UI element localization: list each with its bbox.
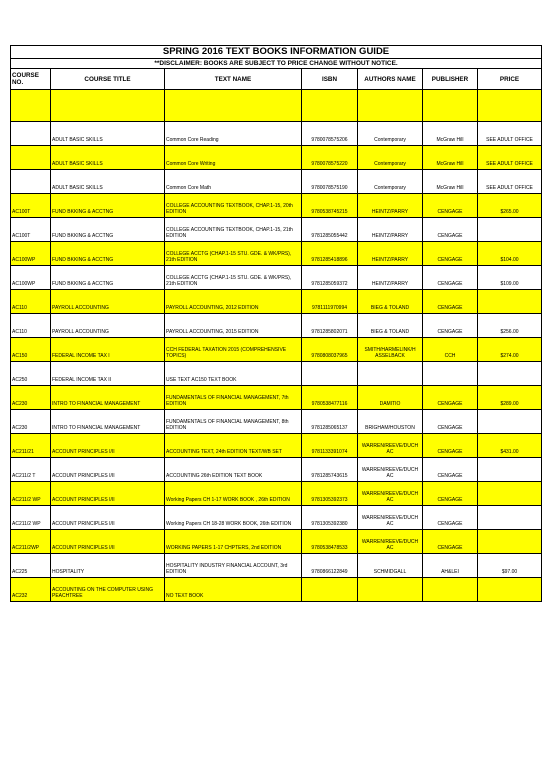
publisher-cell: CENGAGE	[423, 410, 478, 434]
authors-cell: WARREN/REEVE/DUCH AC	[358, 506, 423, 530]
table-row	[11, 338, 542, 362]
isbn-cell: 9780538478533	[302, 530, 358, 554]
price-cell: $256.00	[478, 314, 542, 338]
course-no-cell	[11, 90, 51, 122]
course-title-cell: PAYROLL ACCOUNTING	[51, 314, 165, 338]
header-text-name: TEXT NAME	[165, 69, 302, 90]
text-name-cell: Common Core Math	[165, 170, 302, 194]
text-name-cell: USE TEXT AC150 TEXT BOOK	[165, 362, 302, 386]
authors-cell: BIEG & TOLAND	[358, 290, 423, 314]
course-no-cell	[11, 122, 51, 146]
text-name-cell: Common Core Reading	[165, 122, 302, 146]
price-cell	[478, 410, 542, 434]
course-title-cell: ADULT BASIC SKILLS	[51, 170, 165, 194]
text-name-cell	[165, 90, 302, 122]
price-cell	[478, 578, 542, 602]
table-row	[11, 458, 542, 482]
publisher-cell: CENGAGE	[423, 506, 478, 530]
text-name-cell: WORKING PAPERS 1-17 CHPTERS, 2nd EDITION	[165, 530, 302, 554]
course-no-cell	[11, 170, 51, 194]
price-cell: SEE ADULT OFFICE	[478, 122, 542, 146]
text-name-cell: CCH FEDERAL TAXATION 2015 (COMPREHENSIVE TOPICS)	[165, 338, 302, 362]
course-title-cell: FUND BKKING & ACCTNG	[51, 218, 165, 242]
table-row	[11, 290, 542, 314]
header-row	[11, 69, 542, 90]
price-cell	[478, 218, 542, 242]
authors-cell: HEINTZ/PARRY	[358, 242, 423, 266]
publisher-cell: McGraw Hill	[423, 146, 478, 170]
publisher-cell	[423, 90, 478, 122]
isbn-cell: 9780866122849	[302, 554, 358, 578]
course-no-cell: AC110	[11, 290, 51, 314]
authors-cell: BRIGHAM/HOUSTON	[358, 410, 423, 434]
publisher-cell: CENGAGE	[423, 530, 478, 554]
isbn-cell: 9781285418896	[302, 242, 358, 266]
course-title-cell: HOSPITALITY	[51, 554, 165, 578]
publisher-cell	[423, 578, 478, 602]
price-cell	[478, 290, 542, 314]
header-course-title: COURSE TITLE	[51, 69, 165, 90]
text-name-cell: NO TEXT BOOK	[165, 578, 302, 602]
price-cell: $265.00	[478, 194, 542, 218]
course-title-cell: FEDERAL INCOME TAX II	[51, 362, 165, 386]
course-title-cell	[51, 90, 165, 122]
authors-cell	[358, 90, 423, 122]
isbn-cell	[302, 362, 358, 386]
course-title-cell: ADULT BASIC SKILLS	[51, 146, 165, 170]
isbn-cell: 9781305392380	[302, 506, 358, 530]
text-name-cell: PAYROLL ACCOUNTING, 2015 EDITION	[165, 314, 302, 338]
course-no-cell: AC100WP	[11, 242, 51, 266]
text-name-cell: FUNDAMENTALS OF FINANCIAL MANAGEMENT, 7th EDITION	[165, 386, 302, 410]
isbn-cell: 9781133391074	[302, 434, 358, 458]
isbn-cell: 9780538745215	[302, 194, 358, 218]
text-name-cell: HOSPITALITY INDUSTRY FINANCIAL ACCOUNT, 3rd EDITION	[165, 554, 302, 578]
publisher-cell	[423, 362, 478, 386]
table-row	[11, 482, 542, 506]
course-no-cell: AC100T	[11, 218, 51, 242]
course-no-cell: AC225	[11, 554, 51, 578]
price-cell: $109.00	[478, 266, 542, 290]
text-name-cell: COLLEGE ACCOUNTING TEXTBOOK, CHAP.1-15, 20th EDITION	[165, 194, 302, 218]
table-row	[11, 122, 542, 146]
course-title-cell: FUND BKKING & ACCTNG	[51, 194, 165, 218]
table-row	[11, 90, 542, 122]
isbn-cell: 9781305392373	[302, 482, 358, 506]
authors-cell: Contemporary	[358, 170, 423, 194]
price-cell: $274.00	[478, 338, 542, 362]
isbn-cell	[302, 578, 358, 602]
publisher-cell: CENGAGE	[423, 434, 478, 458]
authors-cell	[358, 578, 423, 602]
course-title-cell: ACCOUNT PRINCIPLES I/II	[51, 458, 165, 482]
publisher-cell: CENGAGE	[423, 482, 478, 506]
isbn-cell: 9781285802071	[302, 314, 358, 338]
isbn-cell: 9781285059372	[302, 266, 358, 290]
isbn-cell: 9781285065137	[302, 410, 358, 434]
publisher-cell: CCH	[423, 338, 478, 362]
course-no-cell: AC230	[11, 386, 51, 410]
text-name-cell: PAYROLL ACCOUNTING, 2012 EDITION	[165, 290, 302, 314]
authors-cell: WARREN/REEVE/DUCH AC	[358, 530, 423, 554]
price-cell	[478, 482, 542, 506]
authors-cell: HEINTZ/PARRY	[358, 194, 423, 218]
text-name-cell: COLLEGE ACCTG (CHAP.1-15 STU. GDE. & WK/PRS), 21th EDITION	[165, 242, 302, 266]
price-cell: SEE ADULT OFFICE	[478, 146, 542, 170]
price-cell	[478, 506, 542, 530]
price-cell	[478, 362, 542, 386]
authors-cell: WARREN/REEVE/DUCH AC	[358, 458, 423, 482]
course-title-cell: PAYROLL ACCOUNTING	[51, 290, 165, 314]
publisher-cell: CENGAGE	[423, 290, 478, 314]
course-no-cell: AC150	[11, 338, 51, 362]
course-no-cell: AC250	[11, 362, 51, 386]
price-cell	[478, 530, 542, 554]
course-no-cell: AC211/2 WP	[11, 506, 51, 530]
publisher-cell: McGraw Hill	[423, 122, 478, 146]
course-no-cell: AC211/21	[11, 434, 51, 458]
header-price: PRICE	[478, 69, 542, 90]
price-cell: $289.00	[478, 386, 542, 410]
authors-cell	[358, 362, 423, 386]
course-no-cell: AC230	[11, 410, 51, 434]
authors-cell: HEINTZ/PARRY	[358, 266, 423, 290]
authors-cell: SMITH/HARMELINK/H ASSELBACK	[358, 338, 423, 362]
isbn-cell: 9780078575206	[302, 122, 358, 146]
price-cell	[478, 90, 542, 122]
course-no-cell: AC100WP	[11, 266, 51, 290]
table-row	[11, 578, 542, 602]
publisher-cell: CENGAGE	[423, 266, 478, 290]
text-name-cell: ACCOUNTING TEXT, 24th EDITION TEXT/WB SET	[165, 434, 302, 458]
price-cell: $104.00	[478, 242, 542, 266]
isbn-cell: 9780078575220	[302, 146, 358, 170]
publisher-cell: CENGAGE	[423, 314, 478, 338]
table-row	[11, 530, 542, 554]
authors-cell: WARREN/REEVE/DUCH AC	[358, 434, 423, 458]
authors-cell: DAMITIO	[358, 386, 423, 410]
price-cell: SEE ADULT OFFICE	[478, 170, 542, 194]
course-no-cell: AC211/2 T	[11, 458, 51, 482]
publisher-cell: CENGAGE	[423, 194, 478, 218]
table-row	[11, 266, 542, 290]
authors-cell: BIEG & TOLAND	[358, 314, 423, 338]
price-cell: $97.00	[478, 554, 542, 578]
table-row	[11, 218, 542, 242]
table-row	[11, 434, 542, 458]
authors-cell: WARREN/REEVE/DUCH AC	[358, 482, 423, 506]
isbn-cell: 9780538477116	[302, 386, 358, 410]
isbn-cell: 9781285055442	[302, 218, 358, 242]
text-name-cell: FUNDAMENTALS OF FINANCIAL MANAGEMENT, 8th EDITION	[165, 410, 302, 434]
table-row	[11, 554, 542, 578]
course-title-cell: FEDERAL INCOME TAX I	[51, 338, 165, 362]
publisher-cell: McGraw Hill	[423, 170, 478, 194]
table-row	[11, 170, 542, 194]
course-no-cell: AC110	[11, 314, 51, 338]
table-row	[11, 506, 542, 530]
course-title-cell: ACCOUNT PRINCIPLES I/II	[51, 434, 165, 458]
price-cell: $431.00	[478, 434, 542, 458]
publisher-cell: CENGAGE	[423, 386, 478, 410]
course-no-cell: AC100T	[11, 194, 51, 218]
text-name-cell: Working Papers CH 1-17 WORK BOOK , 26th EDITION	[165, 482, 302, 506]
course-title-cell: ACCOUNT PRINCIPLES I/II	[51, 530, 165, 554]
course-no-cell	[11, 146, 51, 170]
course-no-cell: AC211/2WP	[11, 530, 51, 554]
text-name-cell: Working Papers CH 18-28 WORK BOOK, 26th EDITION	[165, 506, 302, 530]
isbn-cell: 9780078575190	[302, 170, 358, 194]
authors-cell: HEINTZ/PARRY	[358, 218, 423, 242]
text-name-cell: COLLEGE ACCTG (CHAP.1-15 STU. GDE. & WK/PRS), 21th EDITION	[165, 266, 302, 290]
isbn-cell: 9781111970994	[302, 290, 358, 314]
publisher-cell: CENGAGE	[423, 458, 478, 482]
publisher-cell: CENGAGE	[423, 218, 478, 242]
isbn-cell	[302, 90, 358, 122]
header-isbn: ISBN	[302, 69, 358, 90]
authors-cell: SCHMIDGALL	[358, 554, 423, 578]
text-name-cell: ACCOUNTING 26th EDITION TEXT BOOK	[165, 458, 302, 482]
sheet-title: SPRING 2016 TEXT BOOKS INFORMATION GUIDE	[11, 46, 542, 59]
course-no-cell: AC211/2 WP	[11, 482, 51, 506]
course-title-cell: ACCOUNT PRINCIPLES I/II	[51, 506, 165, 530]
course-title-cell: INTRO TO FINANCIAL MANAGEMENT	[51, 410, 165, 434]
textbook-sheet	[10, 45, 541, 602]
course-title-cell: ADULT BASIC SKILLS	[51, 122, 165, 146]
header-authors: AUTHORS NAME	[358, 69, 423, 90]
course-title-cell: FUND BKKING & ACCTNG	[51, 242, 165, 266]
course-title-cell: ACCOUNT PRINCIPLES I/II	[51, 482, 165, 506]
isbn-cell: 9780808037965	[302, 338, 358, 362]
table-row	[11, 410, 542, 434]
publisher-cell: AH&LEI	[423, 554, 478, 578]
publisher-cell: CENGAGE	[423, 242, 478, 266]
table-row	[11, 386, 542, 410]
authors-cell: Contemporary	[358, 122, 423, 146]
text-name-cell: Common Core Writing	[165, 146, 302, 170]
table-row	[11, 314, 542, 338]
price-cell	[478, 458, 542, 482]
price-disclaimer: **DISCLAIMER: BOOKS ARE SUBJECT TO PRICE CHANGE WITHOUT NOTICE.	[11, 59, 542, 69]
text-name-cell: COLLEGE ACCOUNTING TEXTBOOK, CHAP.1-15, 21th EDITION	[165, 218, 302, 242]
authors-cell: Contemporary	[358, 146, 423, 170]
isbn-cell: 9781285743615	[302, 458, 358, 482]
header-publisher: PUBLISHER	[423, 69, 478, 90]
table-row	[11, 242, 542, 266]
course-title-cell: FUND BKKING & ACCTNG	[51, 266, 165, 290]
table-row	[11, 194, 542, 218]
textbook-table	[10, 45, 542, 602]
table-row	[11, 362, 542, 386]
course-no-cell: AC232	[11, 578, 51, 602]
table-row	[11, 146, 542, 170]
course-title-cell: INTRO TO FINANCIAL MANAGEMENT	[51, 386, 165, 410]
header-course-no: COURSE NO.	[11, 69, 51, 90]
course-title-cell: ACCOUNTING ON THE COMPUTER USING PEACHTREE	[51, 578, 165, 602]
